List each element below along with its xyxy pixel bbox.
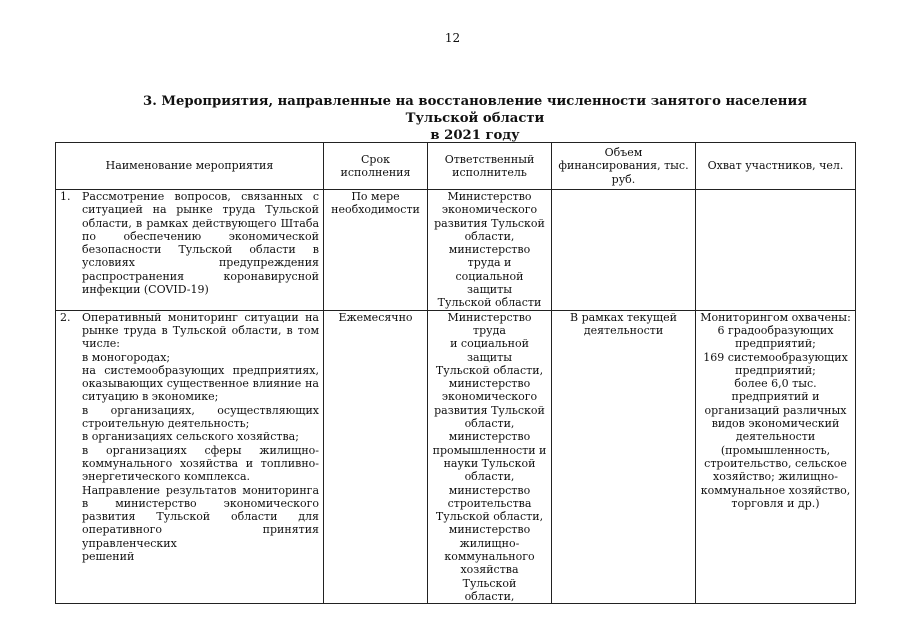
cell-line: деятельности bbox=[583, 323, 664, 337]
row-number: 1. bbox=[60, 190, 71, 203]
cell-line: министерство bbox=[448, 430, 531, 444]
cell-measure-name bbox=[56, 190, 324, 311]
header-deadline: Срок исполнения bbox=[324, 143, 428, 190]
cell-line: организаций различных bbox=[704, 403, 847, 417]
cell-line: области, bbox=[464, 470, 515, 484]
cell-line: экономического bbox=[441, 390, 538, 404]
cell-line: промышленности и bbox=[432, 443, 547, 457]
cell-line: числе: bbox=[82, 337, 120, 351]
cell-line: области, bbox=[464, 417, 515, 431]
cell-line: социальной защиты bbox=[455, 269, 524, 297]
cell-line: развития Тульской области для bbox=[82, 510, 319, 524]
page-number: 12 bbox=[444, 31, 461, 45]
cell-line: Рассмотрение вопросов, связанных с bbox=[82, 190, 319, 203]
table-row bbox=[56, 310, 856, 604]
cell-line: решений bbox=[82, 550, 135, 564]
cell-executor bbox=[428, 310, 552, 604]
cell-line: необходимости bbox=[331, 203, 420, 217]
cell-line: строительства bbox=[447, 496, 532, 510]
cell-line: условиях предупреждения bbox=[82, 256, 319, 270]
cell-line: министерство bbox=[448, 523, 531, 537]
cell-line: предприятий; bbox=[735, 363, 816, 377]
cell-line: энергетического комплекса. bbox=[82, 470, 251, 484]
cell-line: Направление результатов мониторинга bbox=[82, 483, 319, 497]
cell-line: на системообразующих предприятиях, bbox=[82, 363, 319, 377]
cell-line: области, в рамках действующего Штаба bbox=[82, 216, 319, 230]
cell-line: в организациях сферы жилищно- bbox=[82, 443, 319, 457]
cell-line: экономического bbox=[441, 203, 538, 217]
cell-line: области, bbox=[464, 589, 515, 603]
header-executor: Ответственный исполнитель bbox=[428, 143, 552, 190]
cell-line: оперативного принятия управленческих bbox=[82, 523, 319, 550]
cell-line: развития Тульской bbox=[434, 403, 545, 417]
cell-line: Ежемесячно bbox=[338, 310, 413, 324]
cell-line: Министерство bbox=[447, 190, 532, 203]
section-title-line-1: 3. Мероприятия, направленные на восстановление численности занятого населения Тульской области bbox=[143, 94, 807, 126]
cell-financing bbox=[552, 190, 696, 311]
cell-line: и социальной защиты bbox=[450, 337, 529, 364]
cell-line: хозяйства Тульской bbox=[460, 563, 519, 590]
cell-line: инфекции (COVID-19) bbox=[82, 283, 209, 297]
cell-line: ситуацию в экономике; bbox=[82, 390, 219, 404]
cell-line: более 6,0 тыс. bbox=[734, 377, 817, 391]
cell-financing bbox=[552, 310, 696, 604]
cell-line: науки Тульской bbox=[443, 456, 536, 470]
cell-line: коммунального хозяйства и топливно- bbox=[82, 456, 319, 470]
cell-line: видов экономический bbox=[711, 417, 840, 431]
cell-line: области, bbox=[464, 229, 515, 243]
cell-line: развития Тульской bbox=[434, 216, 545, 230]
cell-line: (промышленность, bbox=[720, 443, 831, 457]
cell-executor bbox=[428, 190, 552, 311]
cell-coverage bbox=[696, 310, 856, 604]
cell-line: оказывающих существенное влияние на bbox=[82, 377, 319, 391]
cell-line: по обеспечению экономической bbox=[82, 229, 319, 243]
cell-line: в организациях, осуществляющих bbox=[82, 403, 319, 417]
cell-line: безопасности Тульской области в bbox=[82, 243, 319, 257]
cell-line: министерство bbox=[448, 483, 531, 497]
cell-coverage bbox=[696, 190, 856, 311]
cell-line: предприятий; bbox=[735, 337, 816, 351]
cell-line: торговля и др.) bbox=[731, 496, 820, 510]
cell-line: коммунальное хозяйство, bbox=[700, 483, 851, 497]
cell-deadline bbox=[324, 190, 428, 311]
cell-line: хозяйство; жилищно- bbox=[712, 470, 839, 484]
header-coverage: Охват участников, чел. bbox=[696, 143, 856, 190]
row-number: 2. bbox=[60, 310, 71, 324]
cell-line: в организациях сельского хозяйства; bbox=[82, 430, 299, 444]
cell-deadline bbox=[324, 310, 428, 604]
cell-line: жилищно- bbox=[459, 536, 520, 550]
header-measure-name: Наименование мероприятия bbox=[56, 143, 324, 190]
cell-line: распространения коронавирусной bbox=[82, 269, 319, 283]
cell-line: 169 системообразующих bbox=[703, 350, 848, 364]
cell-line: По мере bbox=[351, 190, 400, 203]
cell-line: 6 градообразующих bbox=[717, 323, 834, 337]
cell-line: министерство труда и bbox=[448, 243, 531, 270]
cell-line: Тульской области, bbox=[435, 510, 544, 524]
cell-line: Тульской области bbox=[437, 296, 542, 310]
cell-line: предприятий и bbox=[731, 390, 820, 404]
cell-line: рынке труда в Тульской области, в том bbox=[82, 323, 319, 337]
cell-line: Мониторингом охвачены: bbox=[700, 310, 851, 324]
section-title-line-2: в 2021 году bbox=[430, 128, 520, 143]
table-row bbox=[56, 190, 856, 311]
header-financing: Объем финансирования, тыс. руб. bbox=[552, 143, 696, 190]
cell-line: ситуацией на рынке труда Тульской bbox=[82, 203, 319, 217]
table-header-row bbox=[56, 143, 856, 190]
cell-line: в моногородах; bbox=[82, 350, 171, 364]
cell-line: коммунального bbox=[444, 550, 535, 564]
cell-line: деятельности bbox=[735, 430, 816, 444]
cell-line: Оперативный мониторинг ситуации на bbox=[82, 310, 319, 324]
cell-line: в министерство экономического bbox=[82, 496, 319, 510]
cell-line: Тульской области, bbox=[435, 363, 544, 377]
cell-line: министерство bbox=[448, 377, 531, 391]
cell-line: В рамках текущей bbox=[570, 310, 677, 324]
cell-measure-name bbox=[56, 310, 324, 604]
cell-line: Министерство труда bbox=[447, 310, 532, 337]
cell-line: строительство, сельское bbox=[704, 456, 847, 470]
measures-table bbox=[55, 142, 856, 604]
cell-line: строительную деятельность; bbox=[82, 417, 250, 431]
section-title bbox=[105, 93, 845, 144]
